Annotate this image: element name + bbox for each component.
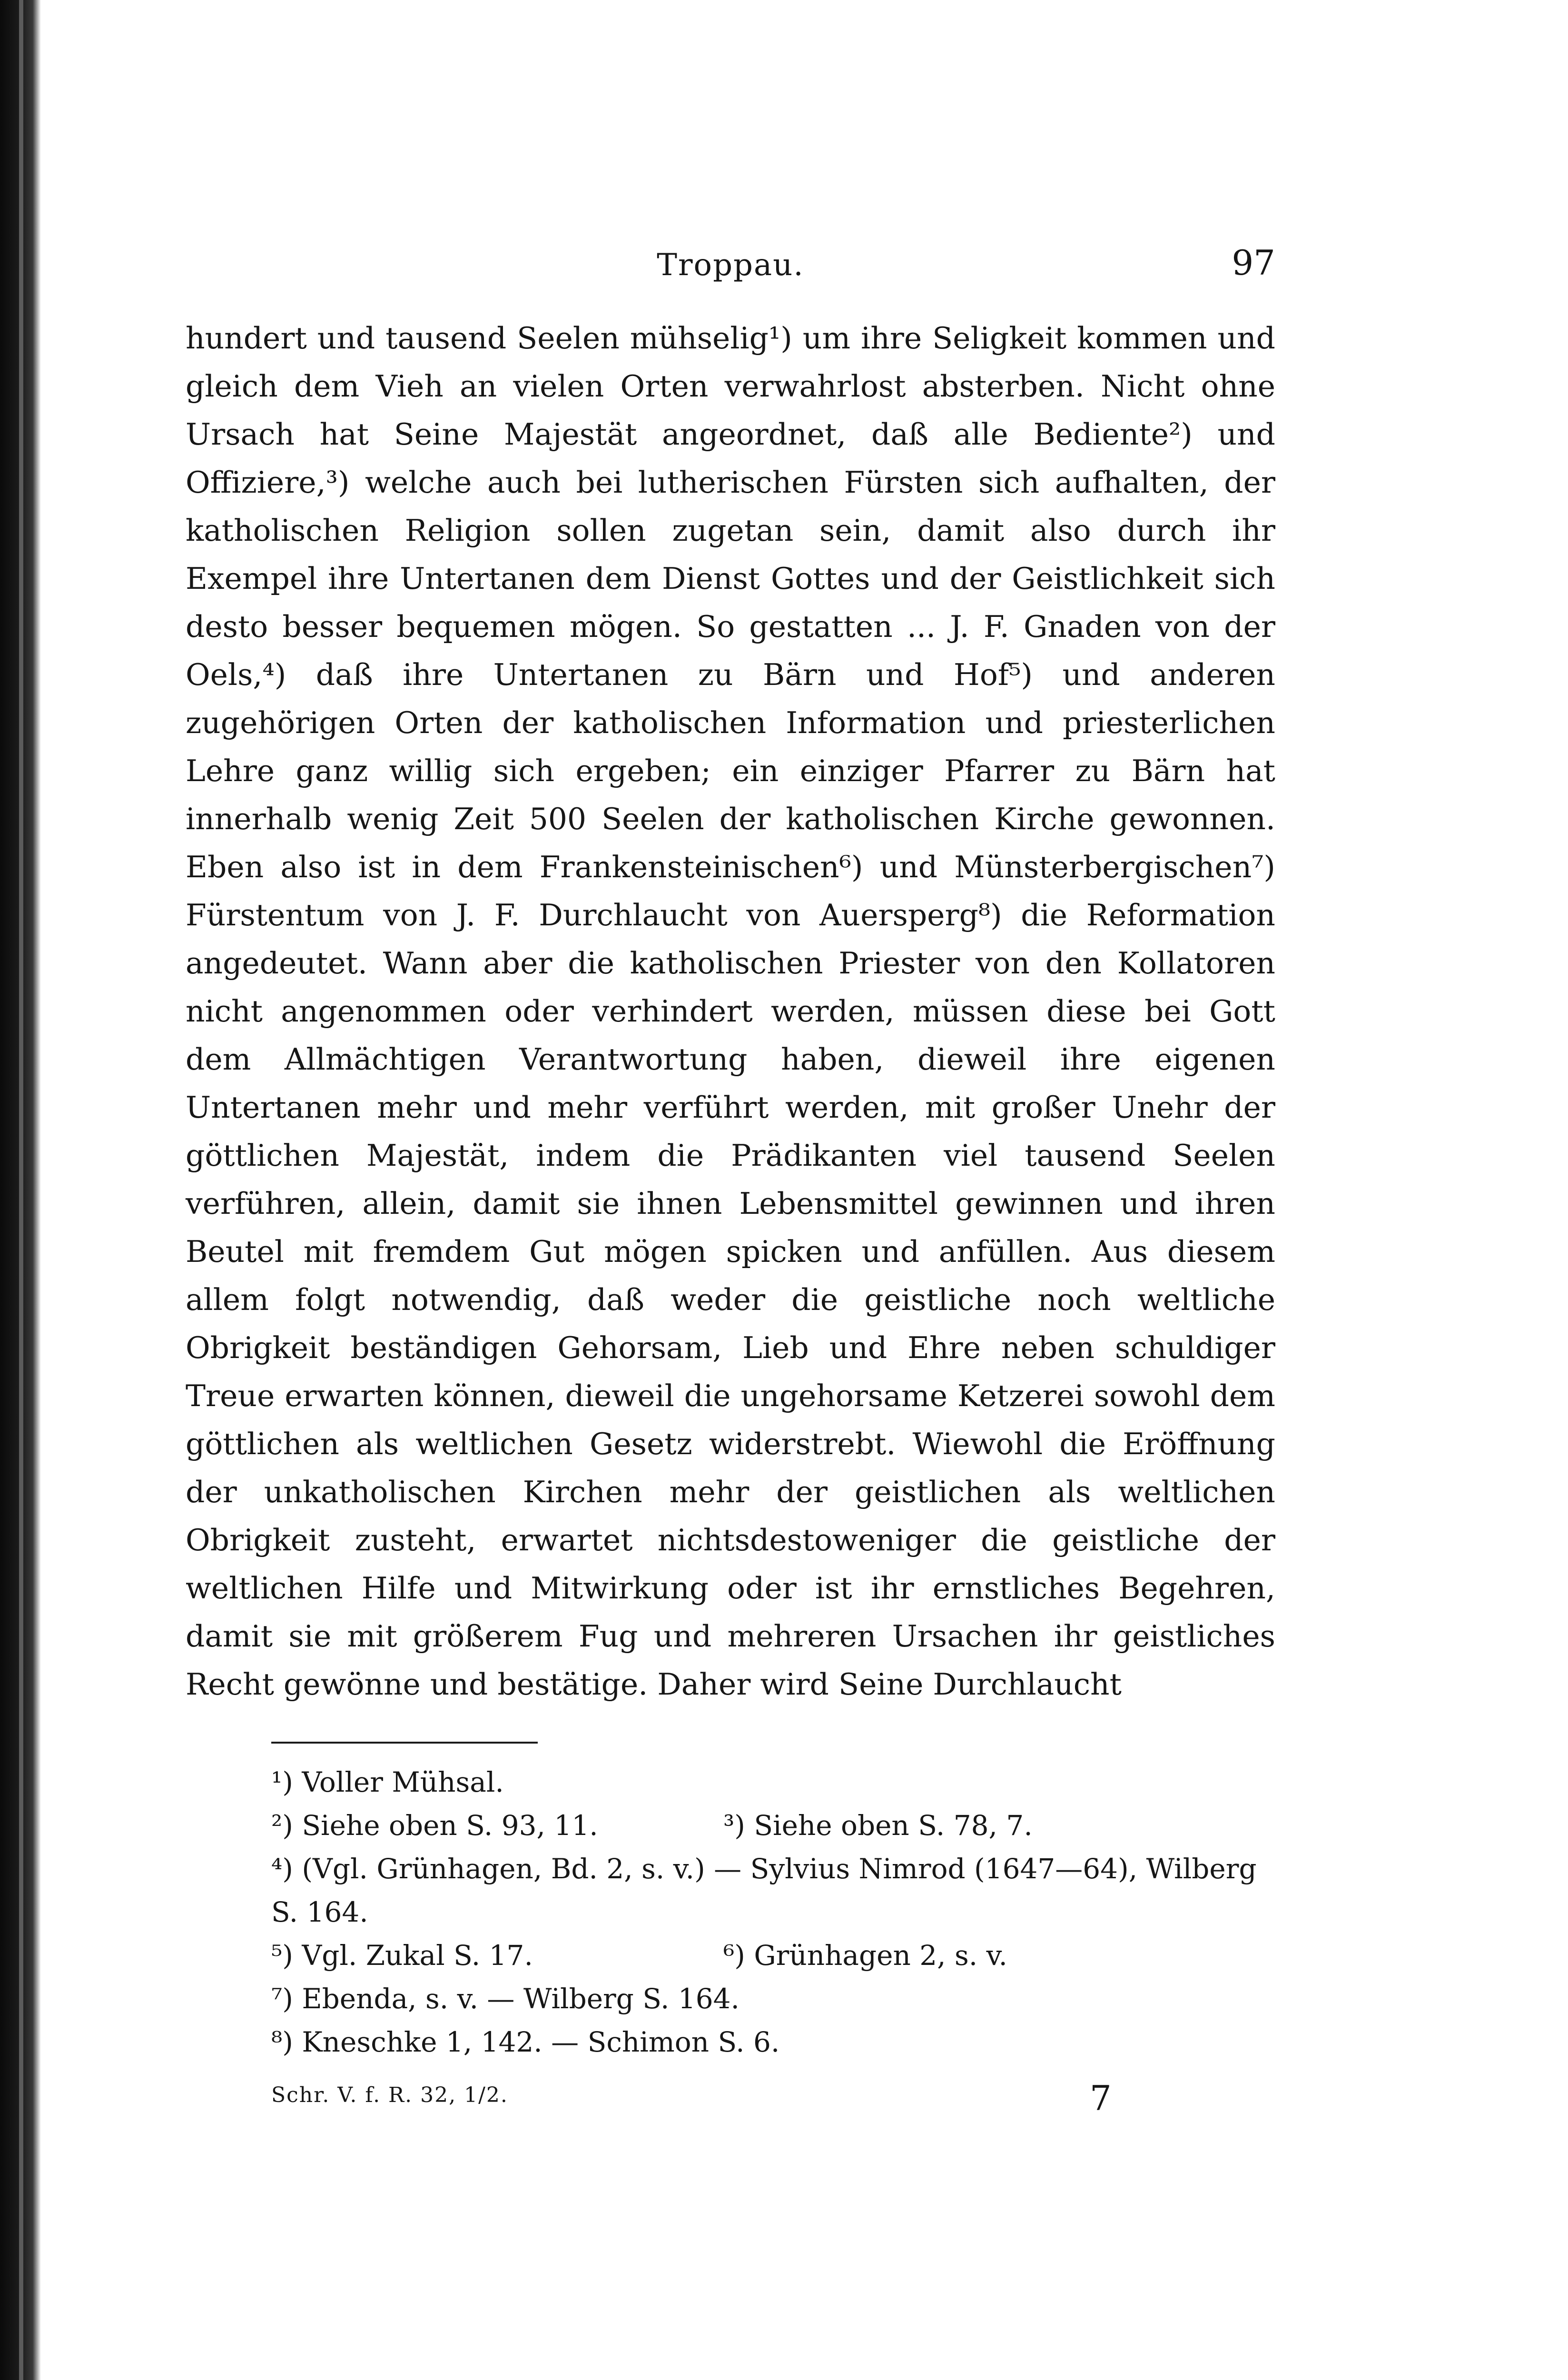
footnote-row	[186, 1934, 1275, 1977]
running-header	[186, 228, 1275, 300]
footnote-4: ⁴) (Vgl. Grünhagen, Bd. 2, s. v.) — Sylvius Nimrod (1647—64), Wilberg S. 164.	[271, 1853, 1257, 1928]
body-paragraph: hundert und tausend Seelen mühselig¹) um ihre Seligkeit kommen und gleich dem Vieh an vielen Orten verwahrlost absterben. Nicht ohne Ursach hat Seine Majestät angeordnet, daß alle Bediente²) und Offiziere,³) welche auch bei lutherischen Fürsten sich aufhalten, der katholischen Religion sollen zugetan sein, damit also durch ihr Exempel ihre Untertanen dem Dienst Gottes und der Geistlichkeit sich desto besser bequemen mögen. So gestatten ... J. F. Gnaden von der Oels,⁴) daß ihre Untertanen zu Bärn und Hof⁵) und anderen zugehörigen Orten der katholischen Information und priesterlichen Lehre ganz willig sich ergeben; ein einziger Pfarrer zu Bärn hat innerhalb wenig Zeit 500 Seelen der katholischen Kirche gewonnen. Eben also ist in dem Frankensteinischen⁶) und Münsterbergischen⁷) Fürstentum von J. F. Durchlaucht von Auersperg⁸) die Reformation angedeutet. Wann aber die katholischen Priester von den Kollatoren nicht angenommen oder verhindert werden, müssen diese bei Gott dem Allmächtigen Verantwortung haben, dieweil ihre eigenen Untertanen mehr und mehr verführt werden, mit großer Unehr der göttlichen Majestät, indem die Prädikanten viel tausend Seelen verführen, allein, damit sie ihnen Lebensmittel gewinnen und ihren Beutel mit fremdem Gut mögen spicken und anfüllen. Aus diesem allem folgt notwendig, daß weder die geistliche noch weltliche Obrigkeit beständigen Gehorsam, Lieb und Ehre neben schuldiger Treue erwarten können, dieweil die ungehorsame Ketzerei sowohl dem göttlichen als weltlichen Gesetz widerstrebt. Wiewohl die Eröffnung der unkatholischen Kirchen mehr der geistlichen als weltlichen Obrigkeit zusteht, erwartet nichtsdestoweniger die geistliche der weltlichen Hilfe und Mitwirkung oder ist ihr ernstliches Begehren, damit sie mit größerem Fug und mehreren Ursachen ihr geistliches Recht gewönne und bestätige. Daher wird Seine Durchlaucht	[186, 321, 1275, 1702]
footnote-separator	[271, 1742, 538, 1744]
footnote-7: ⁷) Ebenda, s. v. — Wilberg S. 164.	[271, 1983, 740, 2015]
footnote-2: ²) Siehe oben S. 93, 11.	[271, 1809, 598, 1842]
running-title: Troppau.	[657, 248, 804, 283]
printer-signature: Schr. V. f. R. 32, 1/2.	[271, 2083, 508, 2107]
footnote-row	[186, 1804, 1275, 1847]
footnote-row	[186, 1761, 1275, 1804]
footnote-row	[186, 2021, 1275, 2064]
footnote-8: ⁸) Kneschke 1, 142. — Schimon S. 6.	[271, 2026, 780, 2058]
signature-mark: 7	[1090, 2078, 1112, 2118]
footnote-row	[186, 1977, 1275, 2021]
footnote-3: ³) Siehe oben S. 78, 7.	[723, 1809, 1033, 1842]
footnote-1: ¹) Voller Mühsal.	[271, 1766, 504, 1798]
footnotes	[186, 1761, 1275, 2064]
page-number: 97	[1232, 243, 1275, 283]
footnote-5: ⁵) Vgl. Zukal S. 17.	[271, 1939, 533, 1972]
footnote-6: ⁶) Grünhagen 2, s. v.	[723, 1939, 1007, 1972]
page-footer	[186, 2073, 1275, 2131]
book-page	[186, 228, 1275, 2131]
book-binding-edge	[0, 0, 41, 2380]
